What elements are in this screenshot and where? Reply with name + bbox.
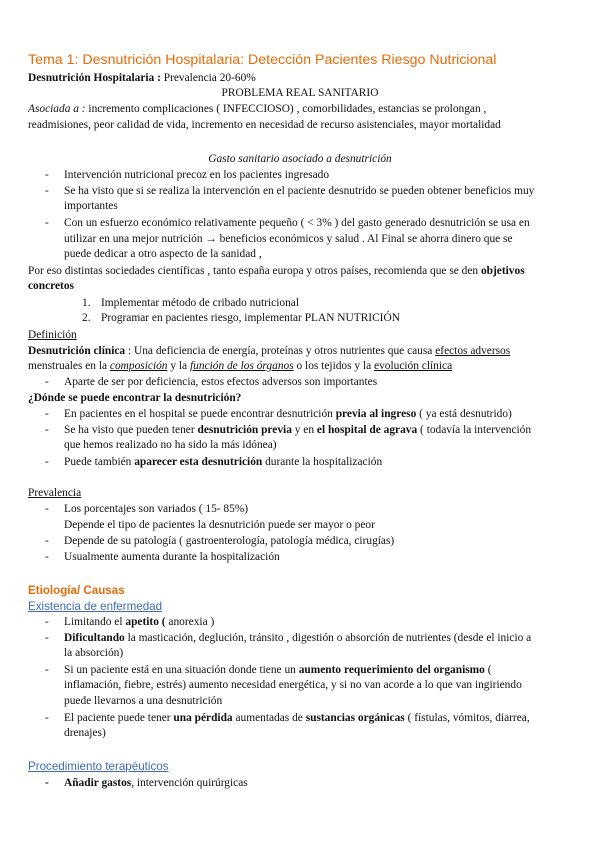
- centered-heading: PROBLEMA REAL SANITARIO: [221, 87, 379, 99]
- term-italic-underline: función de los órganos: [189, 360, 294, 372]
- paragraph-line: [28, 102, 486, 118]
- term-bold: el hospital de agrava: [316, 424, 418, 436]
- bullet-text: [64, 776, 248, 792]
- term-bold: objetivos: [480, 265, 525, 277]
- term-bold: sustancias orgánicas: [305, 712, 405, 724]
- term-bold: Añadir gastos: [64, 777, 132, 789]
- paragraph-line: [28, 344, 510, 360]
- bullet-text: [64, 455, 382, 471]
- term-bold: una pérdida: [173, 712, 233, 724]
- term-bold: desnutrición previa: [197, 424, 292, 436]
- text: Prevalencia 20-60%: [160, 72, 256, 84]
- list-item: Programar en pacientes riesgo, implementar PLAN NUTRICIÓN: [101, 312, 400, 324]
- subheading-prevalencia: Prevalencia: [28, 487, 82, 499]
- bullet-dash: -: [45, 664, 49, 676]
- bullet-dash: -: [45, 185, 49, 197]
- term-underline: efectos adversos: [435, 345, 511, 357]
- bullet-text: Depende el tipo de pacientes la desnutrición puede ser mayor o peor: [64, 519, 375, 531]
- bullet-text: Usualmente aumenta durante la hospitalización: [64, 551, 280, 563]
- bullet-dash: -: [45, 551, 49, 563]
- bullet-text: Aparte de ser por deficiencia, estos efectos adversos son importantes: [64, 376, 378, 388]
- text: ( todavía la intervención: [417, 424, 532, 436]
- bullet-text: que hemos realizado no ha sido la más idónea): [64, 439, 277, 451]
- bullet-text: [64, 423, 531, 439]
- bullet-text: drenajes): [64, 727, 106, 739]
- text: y en: [291, 424, 317, 436]
- bullet-dash: -: [45, 503, 49, 515]
- section-heading-etiologia: Etiología/ Causas: [28, 584, 125, 597]
- prevalence-line: [28, 71, 256, 87]
- text: ( ya está desnutrido): [416, 408, 512, 420]
- text: Si un paciente está en una situación donde tiene un: [64, 664, 299, 676]
- text: Limitando el: [64, 616, 126, 628]
- section-subtitle: Gasto sanitario asociado a desnutrición: [208, 153, 392, 165]
- term-italic: Asociada a :: [28, 103, 86, 115]
- term-underline: evolución clínica: [374, 360, 453, 372]
- text: : Una deficiencia de energía, proteínas y otros nutrientes que causa: [125, 345, 436, 357]
- bullet-dash: -: [45, 456, 49, 468]
- text: la masticación, deglución, tránsito , digestión o absorción de nutrientes (desde el inicio a: [124, 632, 532, 644]
- list-number: 1.: [82, 297, 91, 309]
- bullet-dash: -: [45, 408, 49, 420]
- document-title: Tema 1: Desnutrición Hospitalaria: Detección Pacientes Riesgo Nutricional: [28, 52, 497, 68]
- text: menstruales en la: [28, 360, 110, 372]
- text: o los tejidos y la: [293, 360, 375, 372]
- paragraph-line: concretos: [28, 280, 74, 292]
- bullet-text: [64, 711, 530, 727]
- bullet-text: puede llevarnos a una desnutrición: [64, 695, 223, 707]
- bullet-dash: -: [45, 712, 49, 724]
- bullet-dash: -: [45, 616, 49, 628]
- paragraph-line: [28, 359, 452, 375]
- bullet-text: [64, 615, 214, 631]
- bullet-dash: -: [45, 169, 49, 181]
- term-italic-underline: composición: [109, 360, 168, 372]
- term-bold: aumento requerimiento del organismo: [298, 664, 485, 676]
- text: aumentadas de: [232, 712, 306, 724]
- bullet-text: Los porcentajes son variados ( 15- 85%): [64, 503, 249, 515]
- term-bold: Desnutrición clínica: [28, 345, 126, 357]
- bullet-dash: -: [45, 632, 49, 644]
- term-bold: Dificultando: [64, 632, 125, 644]
- bullet-text: [64, 663, 492, 679]
- text: incremento complicaciones ( INFECCIOSO) , comorbilidades, estancias se prolongan ,: [85, 103, 487, 115]
- paragraph-line: [28, 264, 525, 280]
- text: y la: [167, 360, 190, 372]
- subsection-heading-enfermedad: Existencia de enfermedad: [28, 600, 163, 613]
- bullet-dash: -: [45, 376, 49, 388]
- text: durante la hospitalización: [262, 456, 383, 468]
- text: En pacientes en el hospital se puede encontrar desnutrición: [64, 408, 336, 420]
- bullet-text: [64, 407, 512, 423]
- bullet-text: la absorción): [64, 647, 124, 659]
- bullet-text: puede dedicar a otro aspecto de la sanidad ,: [64, 248, 262, 260]
- bullet-dash: -: [45, 535, 49, 547]
- bullet-text: [64, 631, 531, 647]
- paragraph-line: readmisiones, peor calidad de vida, incremento en necesidad de recurso asistenciales, mayor mortalidad: [28, 119, 501, 131]
- text: Puede también: [64, 456, 135, 468]
- list-item: Implementar método de cribado nutricional: [101, 297, 300, 309]
- subheading-definicion: Definición: [28, 329, 77, 341]
- subsection-heading-procedimiento: Procedimiento terapéuticos: [28, 760, 169, 773]
- text: Por eso distintas sociedades científicas , tanto españa europa y otros países, recomienda que se den: [28, 265, 481, 277]
- list-number: 2.: [82, 312, 91, 324]
- bullet-dash: -: [45, 217, 49, 229]
- bullet-text: importantes: [64, 200, 118, 212]
- bullet-dash: -: [45, 424, 49, 436]
- bullet-text: Con un esfuerzo económico relativamente pequeño ( < 3% ) del gasto generado desnutrición se usa en: [64, 217, 530, 229]
- bullet-text: Se ha visto que si se realiza la intervención en el paciente desnutrido se pueden obtener beneficios muy: [64, 185, 535, 197]
- text: Se ha visto que pueden tener: [64, 424, 198, 436]
- bullet-text: Depende de su patología ( gastroenterología, patología médica, cirugías): [64, 535, 395, 547]
- term-bold: aparecer esta desnutrición: [134, 456, 263, 468]
- text: anorexia ): [165, 616, 215, 628]
- question-heading: ¿Dónde se puede encontrar la desnutrición?: [28, 392, 242, 404]
- text: ( fístulas, vómitos, diarrea,: [404, 712, 530, 724]
- term-bold: Desnutrición Hospitalaria :: [28, 72, 161, 84]
- text: , intervención quirúrgicas: [131, 777, 248, 789]
- bullet-text: inflamación, fiebre, estrés) aumento necesidad energética, y si no van acorde a lo que van ingiriendo: [64, 679, 522, 691]
- text: (: [484, 664, 492, 676]
- text: El paciente puede tener: [64, 712, 174, 724]
- term-bold: apetito (: [125, 616, 166, 628]
- term-bold: previa al ingreso: [335, 408, 417, 420]
- bullet-text: utilizar en una mejor nutrición → beneficios económicos y salud . Al Final se ahorra dinero que se: [64, 233, 513, 245]
- bullet-text: Intervención nutricional precoz en los pacientes ingresado: [64, 169, 330, 181]
- bullet-dash: -: [45, 777, 49, 789]
